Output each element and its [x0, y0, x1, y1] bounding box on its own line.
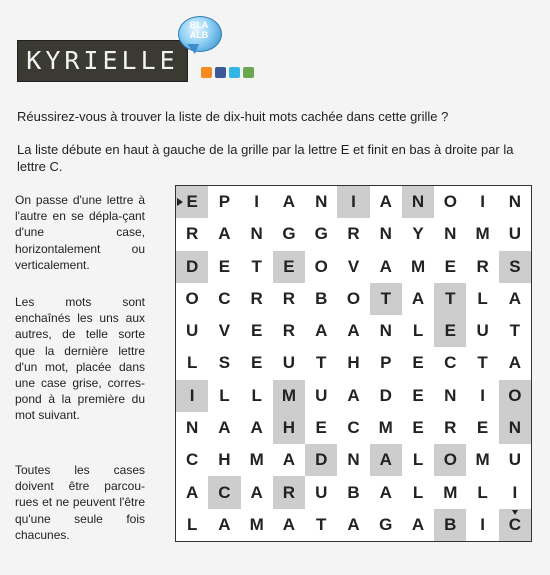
grid-cell[interactable]: A [208, 509, 240, 541]
grid-cell[interactable]: G [305, 218, 337, 250]
grid-cell[interactable]: T [370, 283, 402, 315]
grid-cell[interactable]: A [337, 380, 369, 412]
grid-cell[interactable]: U [466, 315, 498, 347]
grid-cell[interactable]: E [208, 251, 240, 283]
grid-cell[interactable]: O [305, 251, 337, 283]
grid-cell[interactable]: H [208, 444, 240, 476]
grid-cell[interactable]: I [466, 509, 498, 541]
grid-cell[interactable]: D [305, 444, 337, 476]
grid-cell[interactable]: H [337, 347, 369, 379]
grid-cell[interactable]: M [466, 444, 498, 476]
grid-cell[interactable]: L [208, 380, 240, 412]
grid-cell[interactable]: I [466, 186, 498, 218]
grid-cell[interactable]: L [402, 444, 434, 476]
grid-cell[interactable]: A [499, 347, 531, 379]
question-text: Réussirez-vous à trouver la liste de dix-huit mots cachée dans cette grille ? [17, 109, 449, 124]
grid-cell[interactable]: M [241, 509, 273, 541]
instruction-text: La liste débute en haut à gauche de la grille par la lettre E et finit en bas à droite par la lettre C. [17, 142, 514, 174]
grid-cell[interactable]: E [402, 412, 434, 444]
speech-bubble-tail [187, 44, 199, 54]
grid-cell[interactable]: A [176, 476, 208, 508]
grid-cell[interactable]: E [434, 315, 466, 347]
grid-cell[interactable]: U [176, 315, 208, 347]
grid-cell[interactable]: R [241, 283, 273, 315]
grid-cell[interactable]: N [434, 380, 466, 412]
grid-cell[interactable]: A [273, 509, 305, 541]
grid-cell[interactable]: C [499, 509, 531, 541]
grid-cell[interactable]: L [402, 476, 434, 508]
grid-cell[interactable]: P [208, 186, 240, 218]
twitter-icon[interactable] [229, 67, 240, 78]
grid-cell[interactable]: B [337, 476, 369, 508]
delicious-icon[interactable] [243, 67, 254, 78]
grid-cell[interactable]: O [499, 380, 531, 412]
grid-cell[interactable]: A [370, 444, 402, 476]
grid-cell[interactable]: E [273, 251, 305, 283]
grid-cell[interactable]: N [305, 186, 337, 218]
grid-cell[interactable]: P [370, 347, 402, 379]
grid-cell[interactable]: E [176, 186, 208, 218]
grid-cell[interactable]: T [466, 347, 498, 379]
grid-cell[interactable]: L [402, 315, 434, 347]
grid-cell[interactable]: N [434, 218, 466, 250]
grid-cell[interactable]: C [208, 476, 240, 508]
grid-cell[interactable]: N [370, 218, 402, 250]
grid-cell[interactable]: I [176, 380, 208, 412]
grid-cell[interactable]: V [208, 315, 240, 347]
grid-cell[interactable]: D [370, 380, 402, 412]
grid-cell[interactable]: O [337, 283, 369, 315]
grid-cells [176, 186, 531, 541]
grid-cell[interactable]: M [370, 412, 402, 444]
grid-cell[interactable]: H [273, 412, 305, 444]
grid-cell[interactable]: A [337, 315, 369, 347]
grid-cell[interactable]: T [499, 315, 531, 347]
grid-cell[interactable]: R [273, 283, 305, 315]
rule-text-2: Les mots sont enchaînés les uns aux autres, de telle sorte que la dernière lettre d'un mot, placée dans une case grise, corres-pond à la première du mot suivant. [15, 295, 145, 423]
bubble-text: BLA ALB [189, 20, 209, 40]
grid-cell[interactable]: O [434, 186, 466, 218]
grid-cell[interactable]: A [337, 509, 369, 541]
grid-cell[interactable]: L [466, 476, 498, 508]
grid-cell[interactable]: U [305, 380, 337, 412]
grid-cell[interactable]: T [241, 251, 273, 283]
grid-cell[interactable]: A [402, 283, 434, 315]
grid-cell[interactable]: E [402, 380, 434, 412]
grid-cell[interactable]: C [176, 444, 208, 476]
word-grid [175, 185, 532, 542]
grid-cell[interactable]: R [273, 476, 305, 508]
grid-cell[interactable]: V [337, 251, 369, 283]
grid-cell[interactable]: T [305, 509, 337, 541]
grid-cell[interactable]: C [337, 412, 369, 444]
grid-cell[interactable]: N [337, 444, 369, 476]
grid-cell[interactable]: N [176, 412, 208, 444]
grid-cell[interactable]: E [241, 315, 273, 347]
grid-cell[interactable]: A [241, 412, 273, 444]
grid-cell[interactable]: A [499, 283, 531, 315]
grid-cell[interactable]: R [337, 218, 369, 250]
rule-text-1: On passe d'une lettre à l'autre en se dépla-çant d'une case, horizontalement ou verticalement. [15, 193, 145, 272]
grid-cell[interactable]: A [208, 218, 240, 250]
grid-cell[interactable]: A [402, 509, 434, 541]
grid-cell[interactable]: M [241, 444, 273, 476]
grid-cell[interactable]: S [208, 347, 240, 379]
grid-cell[interactable]: U [273, 347, 305, 379]
grid-cell[interactable]: M [466, 218, 498, 250]
grid-cell[interactable]: R [176, 218, 208, 250]
rule-text-3: Toutes les cases doivent être parcou-rues et ne peuvent l'être qu'une seule fois chacunes. [15, 463, 145, 542]
grid-cell[interactable]: E [305, 412, 337, 444]
grid-cell[interactable]: A [370, 186, 402, 218]
grid-cell[interactable]: U [499, 444, 531, 476]
grid-cell[interactable]: L [241, 380, 273, 412]
grid-cell[interactable]: T [305, 347, 337, 379]
grid-cell[interactable]: C [434, 347, 466, 379]
grid-cell[interactable]: D [176, 251, 208, 283]
grid-cell[interactable]: N [499, 412, 531, 444]
grid-cell[interactable]: C [208, 283, 240, 315]
grid-cell[interactable]: M [434, 476, 466, 508]
grid-cell[interactable]: U [305, 476, 337, 508]
grid-cell[interactable]: Y [402, 218, 434, 250]
start-arrow-icon [177, 198, 183, 206]
rss-icon[interactable] [201, 67, 212, 78]
logo-text: KYRIELLE [26, 46, 179, 75]
grid-cell[interactable]: T [434, 283, 466, 315]
grid-cell[interactable]: G [370, 509, 402, 541]
grid-cell[interactable]: A [305, 315, 337, 347]
grid-cell[interactable]: E [434, 251, 466, 283]
grid-cell[interactable]: N [241, 218, 273, 250]
grid-cell[interactable]: B [305, 283, 337, 315]
grid-cell[interactable]: N [499, 186, 531, 218]
grid-cell[interactable]: B [434, 509, 466, 541]
grid-cell[interactable]: I [466, 380, 498, 412]
grid-cell[interactable]: U [499, 218, 531, 250]
logo-bar [17, 40, 188, 82]
grid-cell[interactable]: M [273, 380, 305, 412]
grid-cell[interactable]: L [176, 347, 208, 379]
grid-cell[interactable]: L [176, 509, 208, 541]
grid-cell[interactable]: A [241, 476, 273, 508]
grid-cell[interactable]: E [466, 412, 498, 444]
grid-cell[interactable]: G [273, 218, 305, 250]
grid-cell[interactable]: A [273, 186, 305, 218]
grid-cell[interactable]: A [273, 444, 305, 476]
grid-cell[interactable]: E [402, 347, 434, 379]
social-links [201, 67, 254, 78]
grid-cell[interactable]: O [434, 444, 466, 476]
grid-cell[interactable]: I [241, 186, 273, 218]
grid-cell[interactable]: R [434, 412, 466, 444]
grid-cell[interactable]: A [370, 251, 402, 283]
grid-cell[interactable]: N [402, 186, 434, 218]
facebook-icon[interactable] [215, 67, 226, 78]
grid-cell[interactable]: N [370, 315, 402, 347]
grid-cell[interactable]: A [208, 412, 240, 444]
grid-cell[interactable]: R [466, 251, 498, 283]
grid-cell[interactable]: I [499, 476, 531, 508]
grid-cell[interactable]: M [402, 251, 434, 283]
grid-cell[interactable]: L [466, 283, 498, 315]
grid-cell[interactable]: E [241, 347, 273, 379]
end-arrow-icon [512, 510, 518, 515]
grid-cell[interactable]: A [370, 476, 402, 508]
grid-cell[interactable]: I [337, 186, 369, 218]
grid-cell[interactable]: O [176, 283, 208, 315]
grid-cell[interactable]: R [273, 315, 305, 347]
grid-cell[interactable]: S [499, 251, 531, 283]
